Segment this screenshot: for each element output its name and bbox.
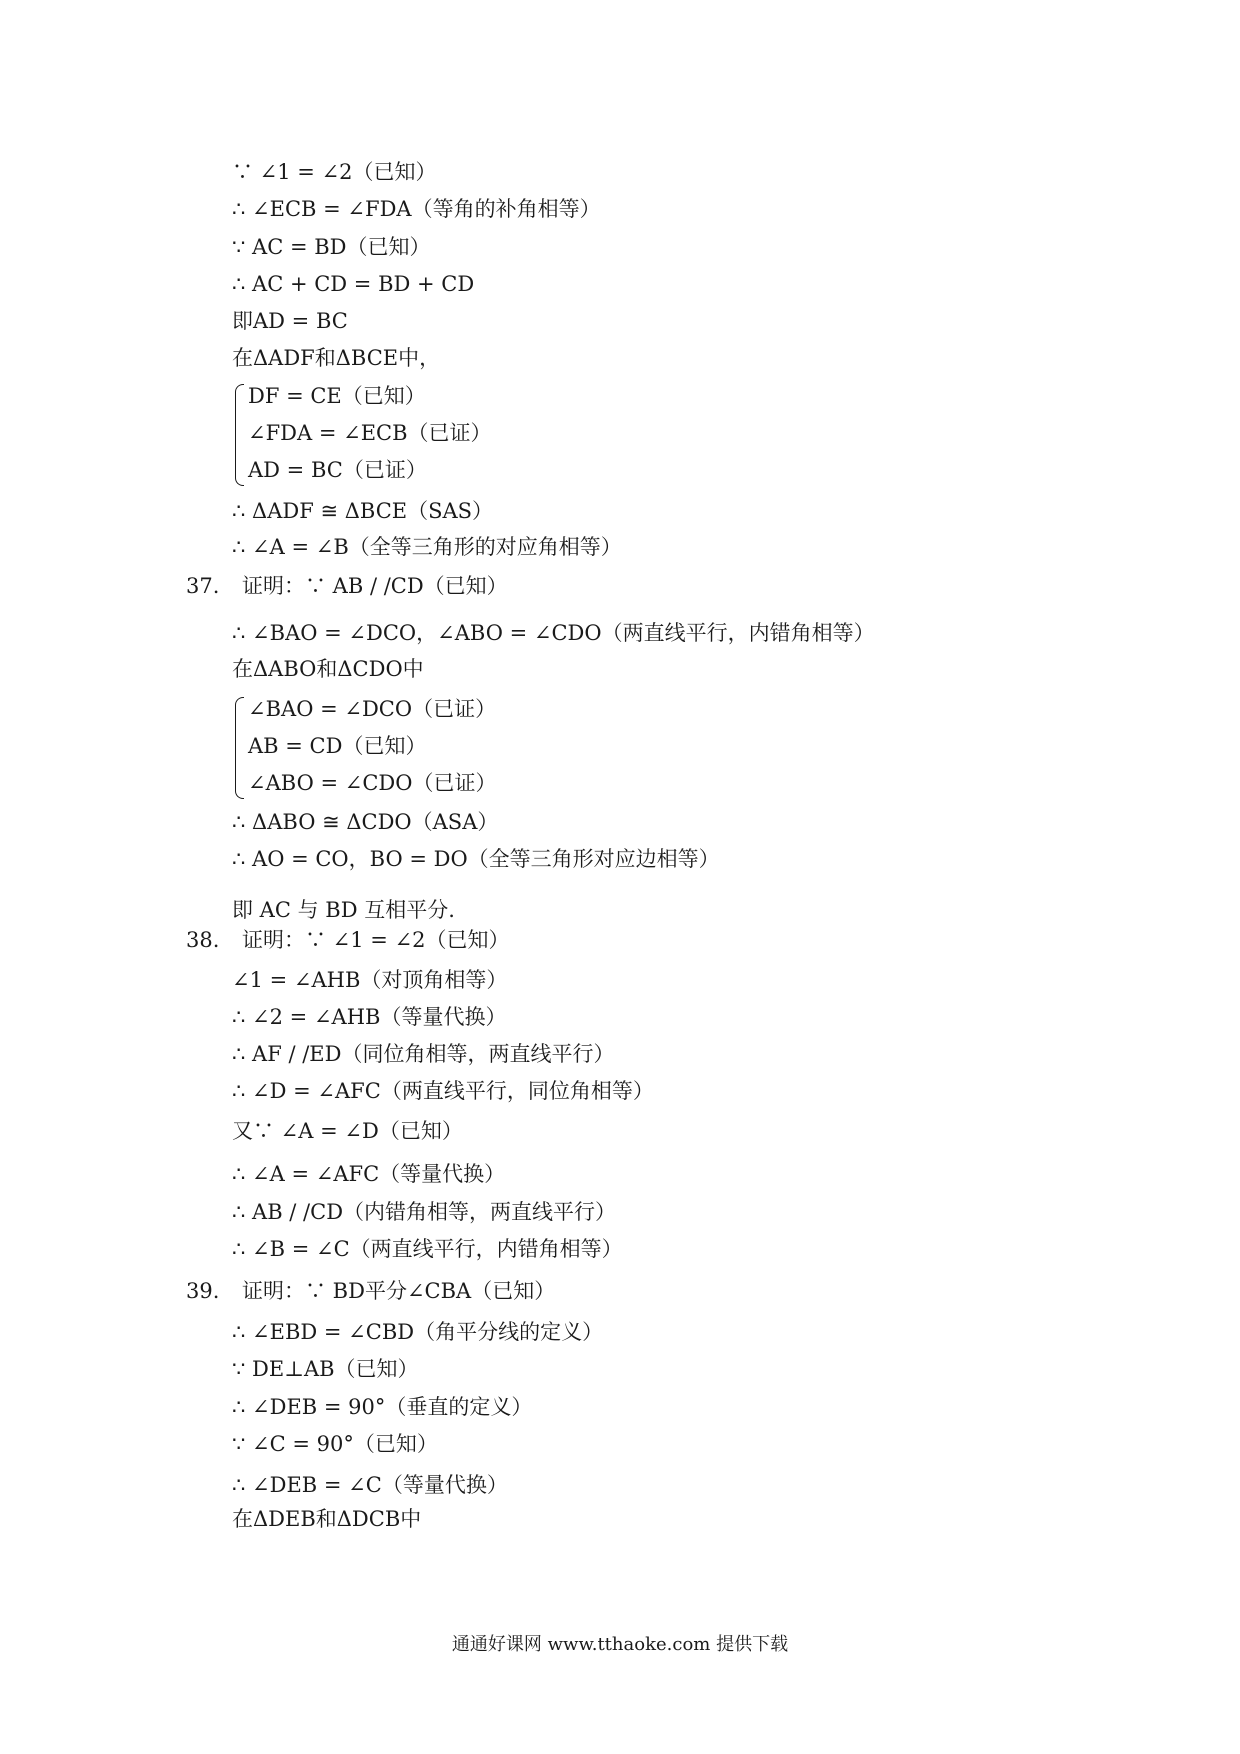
brace-condition: ∠FDA = ∠ECB（已证） [248, 421, 492, 445]
proof-line: 在ΔABO和ΔCDO中 [232, 657, 424, 681]
proof-line: 即AD = BC [232, 309, 348, 333]
proof-line: ∴ ∠B = ∠C（两直线平行，内错角相等） [232, 1237, 623, 1261]
proof-line: ∵ AC = BD（已知） [232, 235, 431, 259]
proof-line: ∴ AB / /CD（内错角相等，两直线平行） [232, 1200, 617, 1224]
proof-line: 又∵ ∠A = ∠D（已知） [232, 1119, 463, 1143]
proof-line: ∵ ∠C = 90°（已知） [232, 1432, 438, 1456]
proof-line: ∴ ∠D = ∠AFC（两直线平行，同位角相等） [232, 1079, 654, 1103]
problem-number: 38. [186, 928, 220, 952]
proof-line: ∴ ΔADF ≅ ΔBCE（SAS） [232, 499, 494, 523]
system-brace [235, 384, 244, 486]
proof-line: ∴ ∠DEB = ∠C（等量代换） [232, 1473, 508, 1497]
system-brace [235, 697, 244, 799]
proof-line: ∵ DE⊥AB（已知） [232, 1357, 419, 1381]
brace-condition: DF = CE（已知） [248, 384, 426, 408]
page-footer: 通通好课网 www.tthaoke.com 提供下载 [451, 1634, 789, 1655]
proof-line: ∴ ΔABO ≅ ΔCDO（ASA） [232, 810, 499, 834]
brace-condition: ∠ABO = ∠CDO（已证） [248, 771, 497, 795]
proof-line: ∠1 = ∠AHB（对顶角相等） [232, 968, 508, 992]
problem-number: 39. [186, 1279, 220, 1303]
proof-line: ∴ ∠BAO = ∠DCO，∠ABO = ∠CDO（两直线平行，内错角相等） [232, 621, 875, 645]
proof-line: ∴ ∠DEB = 90°（垂直的定义） [232, 1395, 533, 1419]
proof-line: ∴ ∠ECB = ∠FDA（等角的补角相等） [232, 197, 601, 221]
proof-heading: 证明：∵ AB / /CD（已知） [242, 574, 508, 598]
proof-heading: 证明：∵ ∠1 = ∠2（已知） [242, 928, 510, 952]
problem-number: 37. [186, 574, 220, 598]
proof-line: ∴ ∠A = ∠B（全等三角形的对应角相等） [232, 535, 622, 559]
brace-condition: AB = CD（已知） [248, 734, 427, 758]
proof-line: ∴ ∠EBD = ∠CBD（角平分线的定义） [232, 1320, 604, 1344]
proof-line: ∵ ∠1 = ∠2（已知） [232, 160, 437, 184]
proof-line: 即 AC 与 BD 互相平分. [232, 898, 455, 922]
proof-heading: 证明：∵ BD平分∠CBA（已知） [242, 1279, 556, 1303]
brace-condition: ∠BAO = ∠DCO（已证） [248, 697, 497, 721]
proof-line: 在ΔDEB和ΔDCB中 [232, 1507, 422, 1531]
proof-line: ∴ AC + CD = BD + CD [232, 272, 475, 296]
proof-line: ∴ ∠2 = ∠AHB（等量代换） [232, 1005, 507, 1029]
proof-line: ∴ AO = CO，BO = DO（全等三角形对应边相等） [232, 847, 720, 871]
proof-line: 在ΔADF和ΔBCE中， [232, 346, 441, 370]
brace-condition: AD = BC（已证） [248, 458, 427, 482]
proof-line: ∴ AF / /ED（同位角相等，两直线平行） [232, 1042, 615, 1066]
proof-line: ∴ ∠A = ∠AFC（等量代换） [232, 1162, 506, 1186]
